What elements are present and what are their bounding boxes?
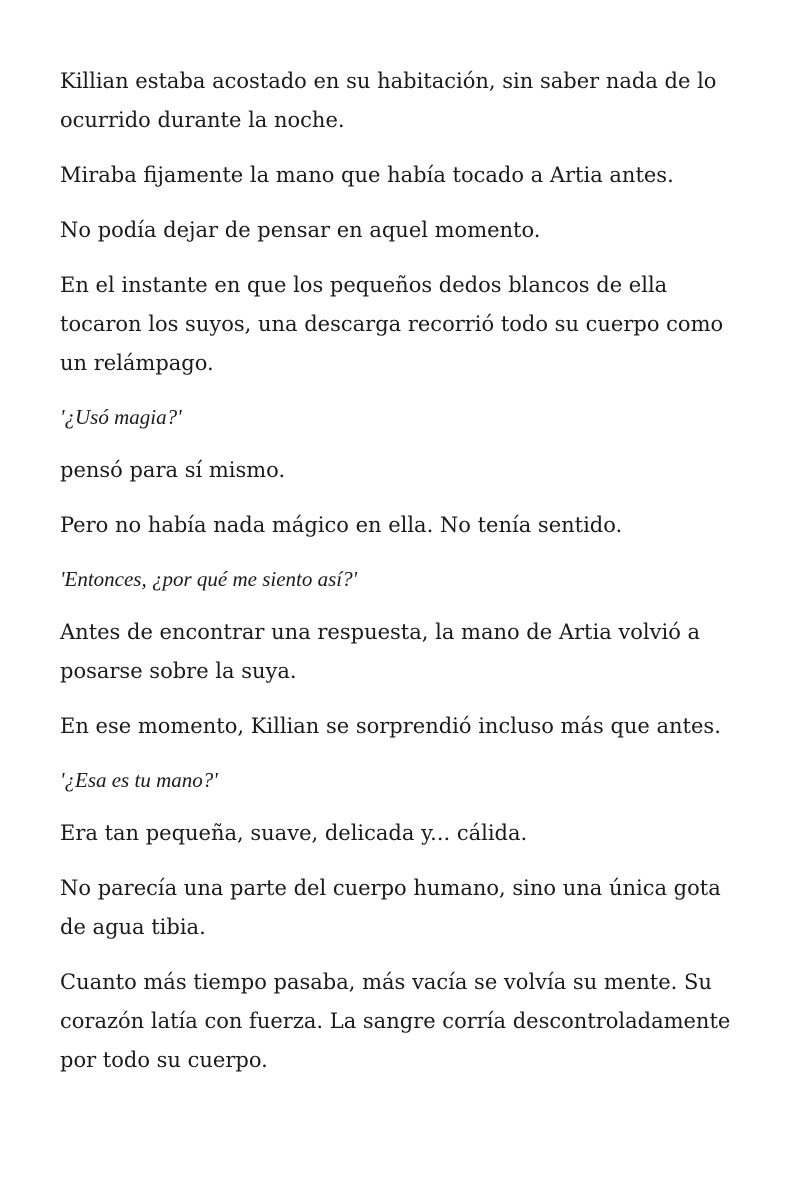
paragraph-11: Cuanto más tiempo pasaba, más vacía se volvía su mente. Su corazón latía con fuerza. La sangre corría descontroladamente por todo su cuerpo. xyxy=(60,970,731,1072)
paragraph-8: En ese momento, Killian se sorprendió incluso más que antes. xyxy=(60,714,721,738)
document-page xyxy=(60,62,750,1096)
thought-2: 'Entonces, ¿por qué me siento así?' xyxy=(60,567,358,591)
paragraph-9: Era tan pequeña, suave, delicada y... cálida. xyxy=(60,821,528,845)
paragraph-1: Killian estaba acostado en su habitación, sin saber nada de lo ocurrido durante la noche. xyxy=(60,69,717,132)
paragraph-10: No parecía una parte del cuerpo humano, sino una única gota de agua tibia. xyxy=(60,876,721,939)
thought-3: '¿Esa es tu mano?' xyxy=(60,768,218,792)
paragraph-2: Miraba fijamente la mano que había tocado a Artia antes. xyxy=(60,163,674,187)
paragraph-6: Pero no había nada mágico en ella. No tenía sentido. xyxy=(60,513,623,537)
thought-1: '¿Usó magia?' xyxy=(60,405,182,429)
paragraph-4: En el instante en que los pequeños dedos blancos de ella tocaron los suyos, una descarga recorrió todo su cuerpo como un relámpago. xyxy=(60,273,724,375)
paragraph-5: pensó para sí mismo. xyxy=(60,458,286,482)
paragraph-7: Antes de encontrar una respuesta, la mano de Artia volvió a posarse sobre la suya. xyxy=(60,620,701,683)
paragraph-3: No podía dejar de pensar en aquel momento. xyxy=(60,218,541,242)
